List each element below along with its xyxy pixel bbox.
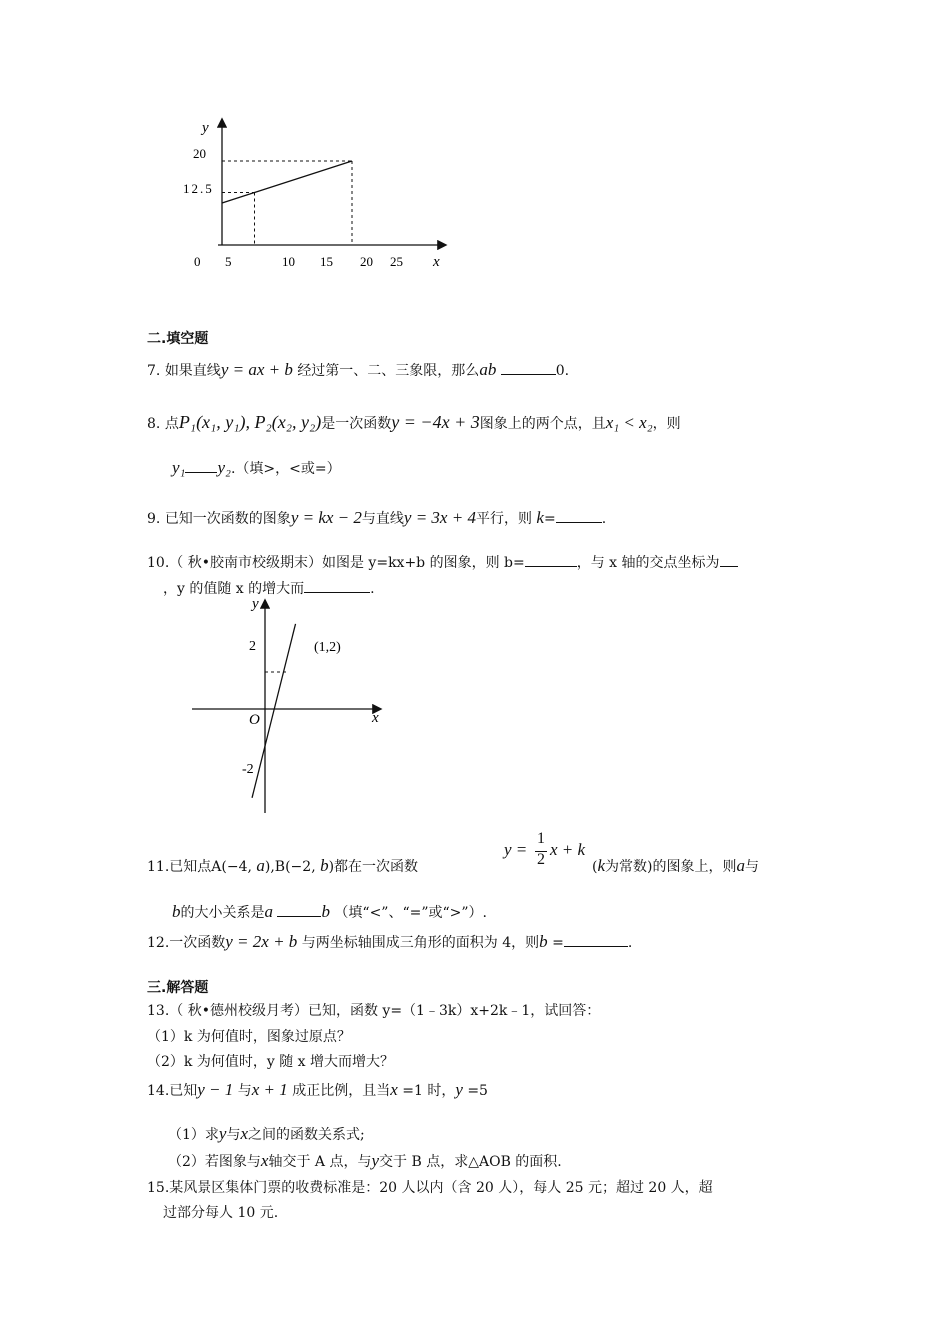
q14-text-3: 成正比例，且当 <box>292 1083 391 1099</box>
q14-s1-var-x: x <box>240 1124 249 1143</box>
q7-text-3: 0. <box>555 363 570 379</box>
q7-eq-line: y = ax + b <box>220 360 293 379</box>
q9-eq-k: k <box>536 508 544 527</box>
q11-var-a: a <box>256 856 265 875</box>
q9-text-3: 平行，则 <box>475 511 532 527</box>
q11-var-k: k <box>597 856 606 875</box>
q8-text-3: 图象上的两个点，且 <box>479 416 606 432</box>
question-14 <box>147 1080 488 1101</box>
graph1-xtick-15: 15 <box>320 254 333 269</box>
graph2-tick-neg2: -2 <box>242 762 254 777</box>
graph1-y-label: y <box>202 120 209 136</box>
graph2-tick-2: 2 <box>249 639 256 654</box>
graph1-xtick-20: 20 <box>360 254 373 269</box>
q11-text-7: 的大小关系是 <box>180 905 265 921</box>
question-11-line-1b <box>592 856 759 877</box>
question-14-sub-2 <box>168 1151 562 1172</box>
q10-number: 10. <box>147 555 170 571</box>
graph-2 <box>190 595 400 815</box>
graph2-line <box>252 624 295 798</box>
q14-s2-var-x: x <box>260 1151 269 1170</box>
q12-text-4: . <box>627 935 633 951</box>
q11-eq-left: y = <box>504 840 528 859</box>
q14-text-2: 与 <box>237 1083 252 1099</box>
q11-text-2: ),B(−2, <box>264 859 316 875</box>
q12-number: 12. <box>147 935 170 951</box>
q7-eq-ab: ab <box>479 360 497 379</box>
q9-text-1: 已知一次函数的图象 <box>164 511 291 527</box>
q14-s1-var-y: y <box>218 1124 227 1143</box>
question-10-line-1 <box>147 552 738 573</box>
question-11-line-2 <box>172 902 487 923</box>
graph2-y-label: y <box>252 596 259 612</box>
q7-text-2: 经过第一、二、三象限，那么 <box>297 363 480 379</box>
q14-s2-text-b: 轴交于 A 点，与 <box>268 1154 372 1170</box>
q11-text-8: （填“<”、“=”或“>”）. <box>334 905 487 921</box>
q14-text-1: 已知 <box>169 1083 198 1099</box>
q14-s2-text-a: （2）若图象与 <box>168 1154 261 1170</box>
graph1-line <box>222 161 352 203</box>
q9-number: 9. <box>147 511 161 527</box>
q12-text-3: = <box>552 935 564 951</box>
q14-eq-2: x + 1 <box>251 1080 288 1099</box>
q12-text-2: 与两坐标轴围成三角形的面积为 4，则 <box>301 935 540 951</box>
q8-answer-blank[interactable] <box>185 458 217 473</box>
q14-s1-text-c: 之间的函数关系式; <box>248 1127 365 1143</box>
q8-eq-points: P₁(x₁, y₁), P₂(x₂, y₂) <box>178 412 322 432</box>
graph-1 <box>180 110 460 280</box>
q8-text-5: .（填>，<或=） <box>230 461 341 477</box>
q14-s2-text-c: 交于 B 点，求△AOB 的面积. <box>379 1154 562 1170</box>
q11-var-a2: a <box>736 856 745 875</box>
q10-blank-intersection[interactable] <box>720 552 738 567</box>
graph2-x-label: x <box>372 710 379 726</box>
graph1-xtick-25: 25 <box>390 254 403 269</box>
graph2-origin-label: O <box>249 712 260 728</box>
q11-text-5: 为常数)的图象上，则 <box>605 859 737 875</box>
q10-text-2: ，与 x 轴的交点坐标为 <box>576 555 720 571</box>
q14-text-4: =1 时， <box>402 1083 456 1099</box>
q8-eq-cond: x₁ < x₂ <box>605 413 653 432</box>
question-15-line-2: 过部分每人 10 元. <box>163 1205 279 1221</box>
question-13-line-1: 13.（ 秋•德州校级月考）已知，函数 y=（1﹣3k）x+2k﹣1，试回答： <box>147 1003 601 1019</box>
question-9 <box>147 508 606 529</box>
question-13-line-3: （2）k 为何值时，y 随 x 增大而增大？ <box>147 1054 394 1070</box>
q9-eq-1: y = kx − 2 <box>290 508 362 527</box>
q11-var-a3: a <box>264 902 273 921</box>
graph1-x-label: x <box>433 254 440 270</box>
graph2-point-label: (1,2) <box>314 640 341 655</box>
q11-var-b: b <box>320 856 329 875</box>
q12-answer-blank[interactable] <box>564 932 628 947</box>
q14-var-y: y <box>455 1080 463 1099</box>
q9-text-5: . <box>601 511 607 527</box>
section-2-title: 二.填空题 <box>147 331 209 347</box>
graph1-xtick-10: 10 <box>282 254 295 269</box>
q9-eq-2: y = 3x + 4 <box>403 508 476 527</box>
q14-text-5: =5 <box>467 1083 488 1099</box>
question-14-sub-1 <box>168 1124 365 1145</box>
q11-answer-blank[interactable] <box>277 902 321 917</box>
q11-text-4: ( <box>592 859 598 875</box>
q14-s1-text-a: （1）求 <box>168 1127 219 1143</box>
q8-text-2: 是一次函数 <box>321 416 392 432</box>
question-15-line-1: 15.某风景区集体门票的收费标准是：20 人以内（含 20 人），每人 25 元；超过 20 人，超 <box>147 1180 713 1196</box>
q10-blank-trend[interactable] <box>304 578 370 593</box>
q9-text-2: 与直线 <box>361 511 404 527</box>
q7-answer-blank[interactable] <box>501 360 556 375</box>
q9-answer-blank[interactable] <box>556 508 602 523</box>
graph1-ytick-20: 20 <box>193 146 206 161</box>
q7-text-1: 如果直线 <box>164 363 221 379</box>
q8-text-4: ，则 <box>652 416 681 432</box>
q10-text-1: （ 秋•胶南市校级期末）如图是 y=kx+b 的图象，则 b= <box>169 555 525 571</box>
q8-number: 8. <box>147 416 161 432</box>
q8-eq-y1: y₁ <box>172 458 186 477</box>
q14-s2-var-y: y <box>371 1151 380 1170</box>
question-13-line-2: （1）k 为何值时，图象过原点？ <box>147 1029 351 1045</box>
question-11-line-1 <box>147 856 418 877</box>
q14-number: 14. <box>147 1083 170 1099</box>
graph1-xtick-5: 5 <box>225 254 232 269</box>
q14-eq-1: y − 1 <box>197 1080 234 1099</box>
q9-text-4: = <box>543 511 556 527</box>
q11-frac-den: 2 <box>537 851 545 868</box>
q8-text-1: 点 <box>164 416 179 432</box>
q14-var-x: x <box>390 1080 398 1099</box>
q10-text-4: . <box>370 581 375 597</box>
q11-number: 11. <box>147 859 170 875</box>
q10-blank-b[interactable] <box>525 552 577 567</box>
question-8-line-1 <box>147 412 681 434</box>
q11-text-1: 已知点A(−4, <box>169 859 252 875</box>
q12-eq: y = 2x + b <box>225 932 298 951</box>
q11-var-b2: b <box>172 902 181 921</box>
q11-text-3: )都在一次函数 <box>328 859 419 875</box>
q10-text-3: ，y 的值随 x 的增大而 <box>163 581 305 597</box>
q14-s1-text-b: 与 <box>226 1127 241 1143</box>
q11-var-b3: b <box>321 902 330 921</box>
graph1-ytick-12-5: 12.5 <box>183 181 214 196</box>
q11-frac-num: 1 <box>537 830 545 847</box>
question-12 <box>147 932 632 953</box>
q12-text-1: 一次函数 <box>169 935 226 951</box>
question-8-line-2 <box>172 458 341 479</box>
q8-eq-function: y = −4x + 3 <box>391 412 480 432</box>
section-3-title: 三.解答题 <box>147 980 209 996</box>
q7-number: 7. <box>147 363 161 379</box>
question-7 <box>147 360 569 381</box>
q11-eq-right: x + k <box>550 840 586 859</box>
graph1-xtick-0: 0 <box>194 254 201 269</box>
q12-var-b: b <box>539 932 548 951</box>
q8-eq-y2: y₂ <box>217 458 231 477</box>
q11-text-6: 与 <box>744 859 759 875</box>
